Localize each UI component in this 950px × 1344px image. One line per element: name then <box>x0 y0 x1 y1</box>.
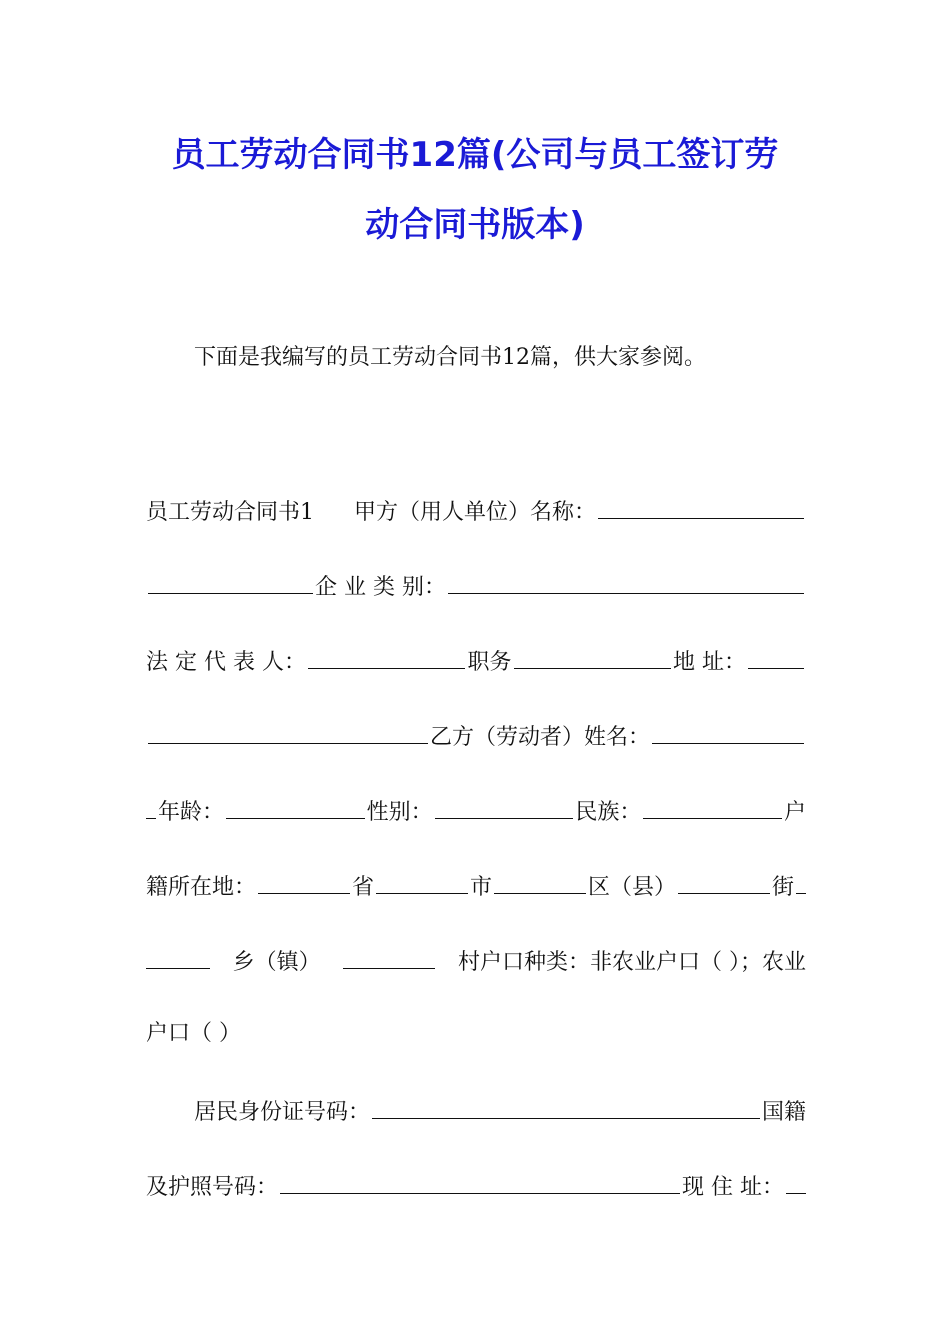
form-line-3 <box>146 648 806 674</box>
id-number-label: 居民身份证号码： <box>194 1100 371 1125</box>
address-label: 地 址： <box>673 650 746 675</box>
township-label: 乡（镇） <box>232 950 321 975</box>
form-line-2 <box>146 573 806 599</box>
township-blank <box>146 948 210 969</box>
province-blank <box>258 873 350 894</box>
employee-name-label: 乙方（劳动者）姓名： <box>429 725 650 750</box>
village-blank <box>343 948 435 969</box>
ethnicity-blank <box>643 798 782 819</box>
legal-rep-blank <box>308 648 466 669</box>
hukou-label-start: 户 <box>783 800 806 825</box>
intro-paragraph: 下面是我编写的员工劳动合同书12篇，供大家参阅。 <box>194 345 706 370</box>
passport-label: 及护照号码： <box>146 1175 279 1200</box>
form-line-6 <box>146 873 806 899</box>
nationality-label: 国籍 <box>761 1100 806 1125</box>
address-blank <box>748 648 804 669</box>
street-blank <box>678 873 770 894</box>
document-title-line-1: 员工劳动合同书12篇(公司与员工签订劳 <box>171 135 779 175</box>
form-line-8 <box>146 1023 806 1045</box>
address-blank-cont <box>148 723 428 744</box>
employee-name-blank <box>652 723 804 744</box>
street-blank-2 <box>796 873 806 894</box>
age-blank <box>226 798 365 819</box>
age-label: 年龄： <box>158 800 225 825</box>
legal-rep-label: 法 定 代 表 人： <box>146 650 306 675</box>
form-line-7 <box>146 948 806 974</box>
district-blank <box>494 873 586 894</box>
city-label: 市 <box>470 875 493 900</box>
hukou-location-label: 籍所在地： <box>146 875 257 900</box>
current-address-blank <box>786 1173 806 1194</box>
form-line-5 <box>146 798 806 824</box>
enterprise-type-label: 企 业 类 别： <box>315 575 446 600</box>
contract-heading: 员工劳动合同书1 <box>146 500 314 525</box>
form-line-9 <box>194 1098 806 1124</box>
gender-blank <box>435 798 574 819</box>
enterprise-type-blank <box>448 573 804 594</box>
hukou-type-label: 村户口种类：非农业户口（ ）；农业 <box>457 950 806 975</box>
form-line-10 <box>146 1173 806 1199</box>
id-number-blank <box>372 1098 760 1119</box>
gender-label: 性别： <box>366 800 433 825</box>
current-address-label: 现 住 址： <box>682 1175 784 1200</box>
position-blank <box>514 648 672 669</box>
position-label: 职务 <box>467 650 512 675</box>
street-label: 街 <box>772 875 795 900</box>
city-blank <box>376 873 468 894</box>
form-line-4 <box>146 723 806 749</box>
ethnicity-label: 民族： <box>575 800 642 825</box>
province-label: 省 <box>352 875 375 900</box>
employee-name-blank-cont <box>146 798 156 819</box>
passport-blank <box>280 1173 680 1194</box>
district-label: 区（县） <box>588 875 677 900</box>
agricultural-hukou-label: 户口（ ） <box>146 1021 241 1046</box>
employer-name-blank <box>598 498 804 519</box>
employer-name-blank-cont <box>148 573 313 594</box>
employer-name-label: 甲方（用人单位）名称： <box>354 500 597 525</box>
document-title-line-2: 动合同书版本) <box>365 205 585 245</box>
form-line-1 <box>146 498 806 524</box>
